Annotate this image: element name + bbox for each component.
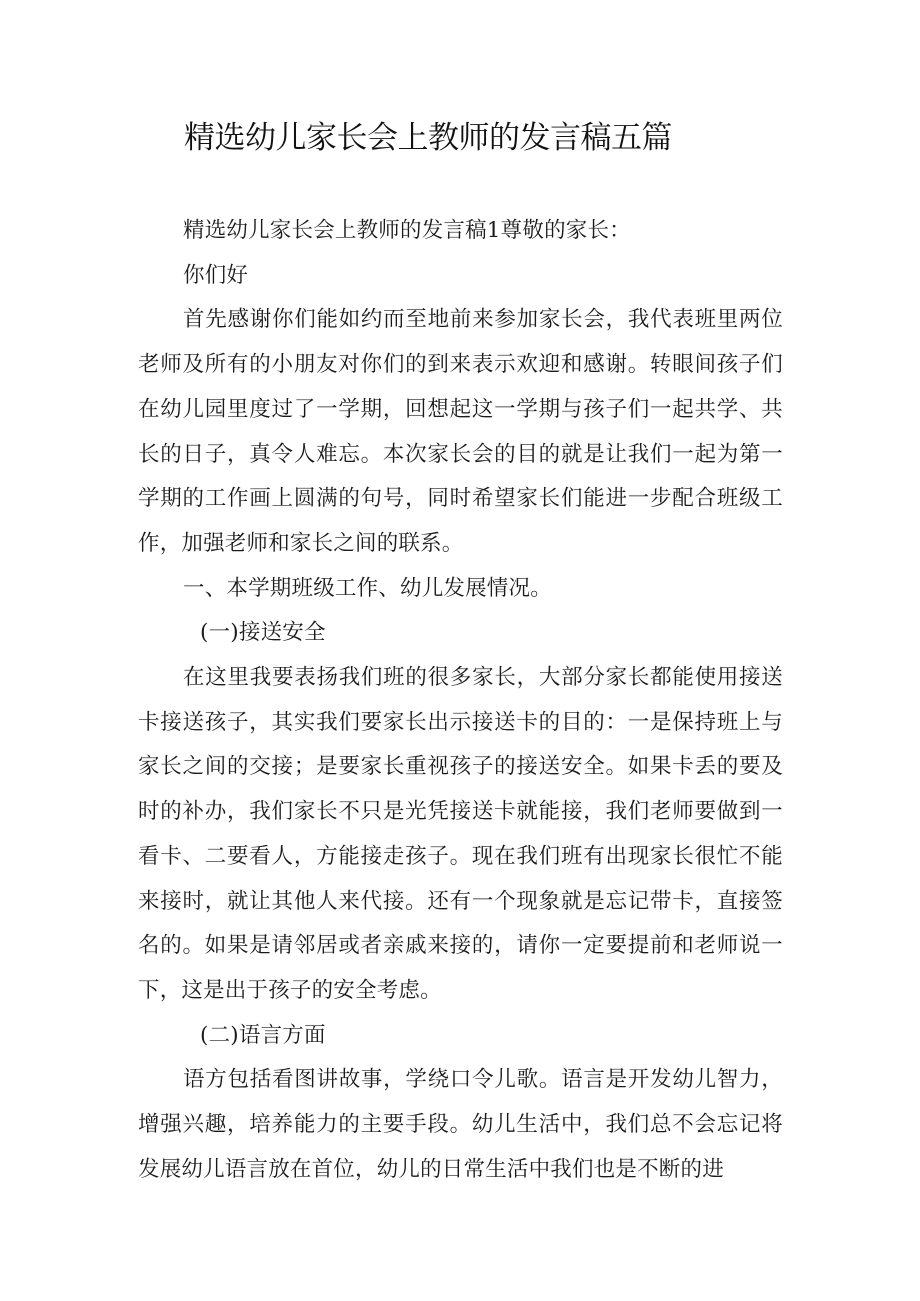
paragraph-opening: 首先感谢你们能如约而至地前来参加家长会，我代表班里两位老师及所有的小朋友对你们的到来表示欢迎和感谢。转眼间孩子们在幼儿园里度过了一学期，回想起这一学期与孩子们一起共学、共长的日子，真令人难忘。本次家长会的目的就是让我们一起为第一学期的工作画上圆满的句号，同时希望家长们能进一步配合班级工作，加强老师和家长之间的联系。 [138, 307, 783, 556]
subsection-heading-pickup-safety: (一)接送安全 [200, 620, 326, 646]
paragraph-pickup-safety: 在这里我要表扬我们班的很多家长，大部分家长都能使用接送卡接送孩子，其实我们要家长出示接送卡的目的：一是保持班上与家长之间的交接；是要家长重视孩子的接送安全。如果卡丢的要及时的补办，我们家长不只是光凭接送卡就能接，我们老师要做到一看卡、二要看人，方能接走孩子。现在我们班有出现家长很忙不能来接时，就让其他人来代接。还有一个现象就是忘记带卡，直接签名的。如果是请邻居或者亲戚来接的，请你一定要提前和老师说一下，这是出于孩子的安全考虑。 [138, 665, 783, 1003]
section-heading-1: 一、本学期班级工作、幼儿发展情况。 [183, 575, 552, 601]
paragraph-language: 语方包括看图讲故事，学绕口令儿歌。语言是开发幼儿智力，增强兴趣，培养能力的主要手段。幼儿生活中，我们总不会忘记将发展幼儿语言放在首位，幼儿的日常生活中我们也是不断的进 [138, 1067, 783, 1182]
document-title: 精选幼儿家长会上教师的发言稿五篇 [184, 120, 672, 156]
subsection-heading-language: (二)语言方面 [200, 1022, 326, 1048]
document-body [138, 209, 783, 1192]
paragraph-greeting: 你们好 [183, 262, 249, 288]
paragraph-speech-heading: 精选幼儿家长会上教师的发言稿1尊敬的家长： [183, 218, 631, 243]
